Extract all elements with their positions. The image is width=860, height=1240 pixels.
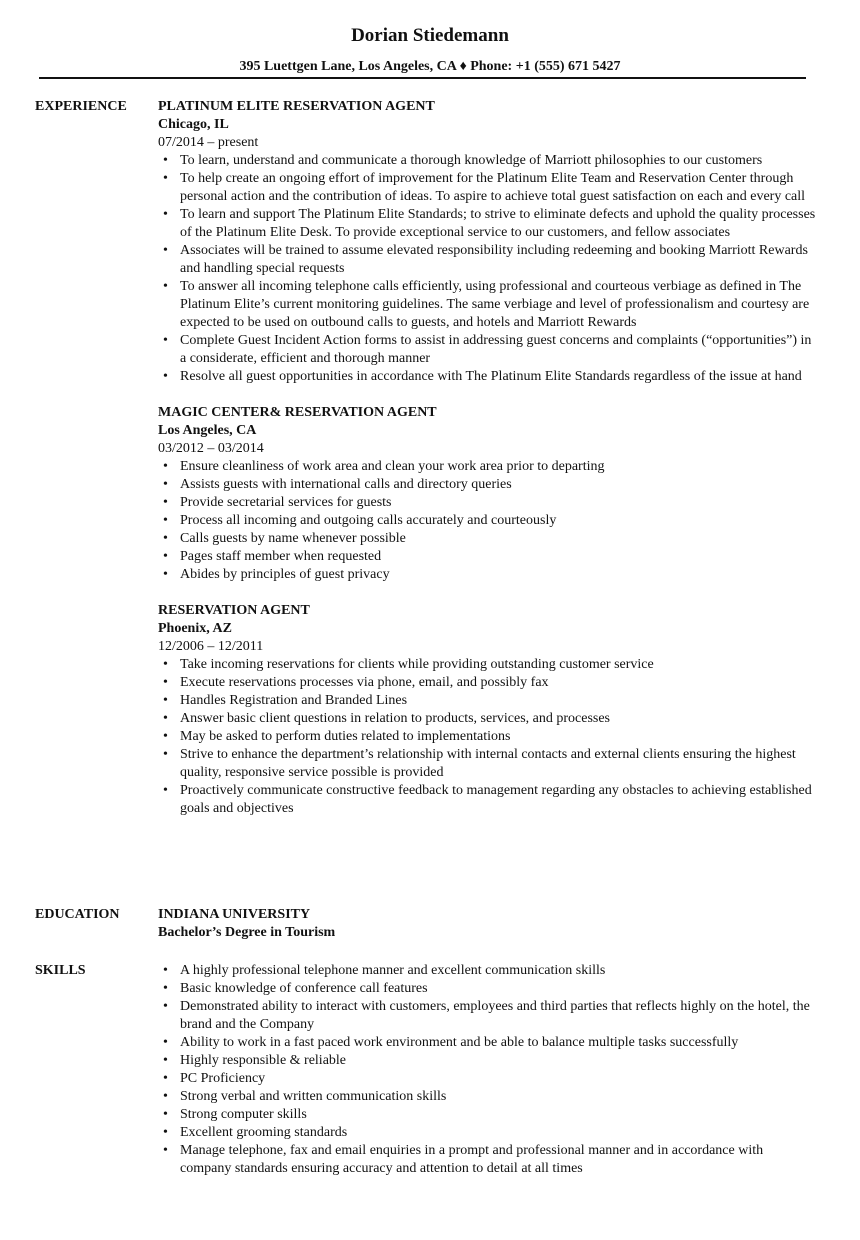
job-location: Chicago, IL (158, 117, 229, 132)
list-item: • Highly responsible & reliable (180, 1052, 816, 1070)
list-item: • To help create an ongoing effort of improvement for the Platinum Elite Team and Reservation Center through personal action and the contribution of ideas. To aspire to achieve total guest satisfaction on each and every call (180, 170, 816, 206)
list-item: • Demonstrated ability to interact with customers, employees and third parties that reflects highly on the hotel, the brand and the Company (180, 998, 816, 1034)
list-item: • To answer all incoming telephone calls efficiently, using professional and courteous verbiage as defined in The Platinum Elite’s current monitoring guidelines. The same verbiage and level of professionalism and courtesy are expected to be used on outbound calls to guests, and hotels and Marriott Rewards (180, 278, 816, 332)
education-body (158, 906, 816, 942)
skills-body (158, 962, 816, 1178)
list-item: • Strive to enhance the department’s relationship with internal contacts and external clients ensuring the highest quality, responsive service possible is provided (180, 746, 816, 782)
list-item: • Process all incoming and outgoing calls accurately and courteously (180, 512, 816, 530)
job-location: Phoenix, AZ (158, 621, 232, 636)
list-item: • Proactively communicate constructive feedback to management regarding any obstacles to achieving established goals and objectives (180, 782, 816, 818)
list-item: • Pages staff member when requested (180, 548, 816, 566)
list-item: • To learn, understand and communicate a thorough knowledge of Marriott philosophies to our customers (180, 152, 816, 170)
resume-header (0, 24, 860, 76)
list-item: • Manage telephone, fax and email enquiries in a prompt and professional manner and in accordance with company standards ensuring accuracy and attention to detail at all times (180, 1142, 816, 1178)
job-dates: 07/2014 – present (158, 135, 259, 150)
list-item: • To learn and support The Platinum Elite Standards; to strive to eliminate defects and uphold the quality processes of the Platinum Elite Desk. To provide exceptional service to our customers, and fellow associates (180, 206, 816, 242)
degree: Bachelor’s Degree in Tourism (158, 925, 336, 940)
education-heading: EDUCATION (35, 907, 120, 922)
list-item: • Abides by principles of guest privacy (180, 566, 816, 584)
list-item: • Strong computer skills (180, 1106, 816, 1124)
list-item: • Associates will be trained to assume elevated responsibility including redeeming and booking Marriott Rewards and handling special requests (180, 242, 816, 278)
job-dates: 12/2006 – 12/2011 (158, 639, 264, 654)
list-item: • Execute reservations processes via phone, email, and possibly fax (180, 674, 816, 692)
list-item: • Resolve all guest opportunities in accordance with The Platinum Elite Standards regardless of the issue at hand (180, 368, 816, 386)
job-dates: 03/2012 – 03/2014 (158, 441, 264, 456)
list-item: • Ability to work in a fast paced work environment and be able to balance multiple tasks successfully (180, 1034, 816, 1052)
job-title: MAGIC CENTER& RESERVATION AGENT (158, 405, 437, 420)
job-title: RESERVATION AGENT (158, 603, 310, 618)
list-item: • A highly professional telephone manner and excellent communication skills (180, 962, 816, 980)
job-entry (158, 404, 816, 584)
experience-body (158, 98, 816, 836)
contact-line: 395 Luettgen Lane, Los Angeles, CA ♦ Phone: +1 (555) 671 5427 (239, 59, 621, 74)
list-item: • Calls guests by name whenever possible (180, 530, 816, 548)
job-entry (158, 602, 816, 818)
job-entry (158, 98, 816, 386)
list-item: • Complete Guest Incident Action forms to assist in addressing guest concerns and complaints (“opportunities”) in a considerate, efficient and thorough manner (180, 332, 816, 368)
list-item: • Strong verbal and written communication skills (180, 1088, 816, 1106)
skills-list (158, 962, 816, 1178)
list-item: • Take incoming reservations for clients while providing outstanding customer service (180, 656, 816, 674)
list-item: • Ensure cleanliness of work area and clean your work area prior to departing (180, 458, 816, 476)
experience-heading: EXPERIENCE (35, 99, 127, 114)
job-title: PLATINUM ELITE RESERVATION AGENT (158, 99, 435, 114)
job-duties (158, 458, 816, 584)
list-item: • May be asked to perform duties related to implementations (180, 728, 816, 746)
list-item: • Basic knowledge of conference call features (180, 980, 816, 998)
job-location: Los Angeles, CA (158, 423, 257, 438)
header-divider (39, 77, 806, 79)
list-item: • PC Proficiency (180, 1070, 816, 1088)
candidate-name: Dorian Stiedemann (351, 25, 509, 46)
job-duties (158, 152, 816, 386)
list-item: • Answer basic client questions in relation to products, services, and processes (180, 710, 816, 728)
job-duties (158, 656, 816, 818)
skills-heading: SKILLS (35, 963, 86, 978)
list-item: • Assists guests with international calls and directory queries (180, 476, 816, 494)
list-item: • Handles Registration and Branded Lines (180, 692, 816, 710)
school-name: INDIANA UNIVERSITY (158, 907, 311, 922)
list-item: • Provide secretarial services for guests (180, 494, 816, 512)
list-item: • Excellent grooming standards (180, 1124, 816, 1142)
